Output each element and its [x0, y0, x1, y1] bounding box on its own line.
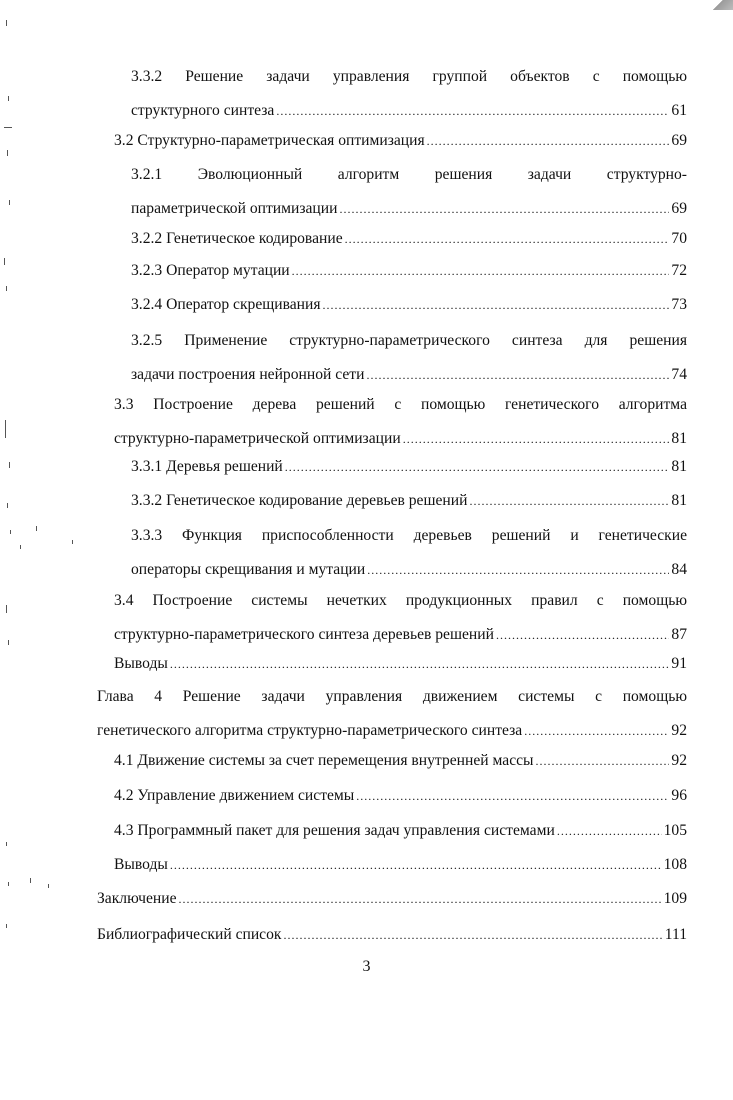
dot-leader — [557, 814, 662, 848]
dot-leader — [469, 484, 669, 518]
toc-entry[interactable] — [131, 288, 687, 322]
dot-leader — [276, 94, 669, 128]
toc-entry-title-continued: задачи построения нейронной сети — [131, 366, 365, 383]
toc-page-number: 73 — [671, 296, 687, 313]
toc-entry[interactable] — [114, 584, 687, 652]
toc-entry[interactable] — [114, 848, 687, 882]
toc-entry-title: 3.3.2 Генетическое кодирование деревьев решений — [131, 492, 468, 509]
dot-leader — [339, 192, 669, 226]
dot-leader — [345, 222, 670, 256]
toc-entry[interactable] — [131, 222, 687, 256]
dot-leader — [367, 553, 669, 587]
toc-entry-title-continued: операторы скрещивания и мутации — [131, 561, 366, 578]
toc-entry-title: 4.1 Движение системы за счет перемещения внутренней массы — [114, 752, 534, 769]
toc-page-number: 72 — [671, 262, 687, 279]
toc-page-number: 81 — [671, 492, 687, 509]
toc-entry[interactable] — [114, 744, 687, 778]
dot-leader — [170, 647, 670, 681]
toc-entry-title: 4.3 Программный пакет для решения задач управления системами — [114, 822, 555, 839]
toc-entry[interactable] — [97, 680, 687, 748]
toc-entry-title: Заключение — [97, 890, 177, 907]
toc-entry[interactable] — [114, 779, 687, 813]
toc-page-number: 91 — [671, 655, 687, 672]
toc-page-number: 105 — [663, 822, 687, 839]
toc-entry-title: Библиографический список — [97, 926, 282, 943]
toc-entry-title: 3.3 Построение дерева решений с помощью генетического алгоритма — [114, 396, 687, 413]
toc-page-number: 81 — [671, 430, 687, 447]
toc-entry-title: 3.2.4 Оператор скрещивания — [131, 296, 321, 313]
dot-leader — [536, 744, 670, 778]
toc-entry-title-continued: параметрической оптимизации — [131, 200, 338, 217]
dot-leader — [292, 254, 670, 288]
toc-entry-title-continued: структурно-параметрического синтеза деревьев решений — [114, 626, 494, 643]
toc-entry-title: 3.3.2 Решение задачи управления группой объектов с помощью — [131, 68, 687, 85]
toc-entry[interactable] — [114, 388, 687, 456]
toc-page-number: 84 — [671, 561, 687, 578]
toc-page-number: 69 — [671, 132, 687, 149]
dot-leader — [285, 450, 670, 484]
toc-entry[interactable] — [131, 60, 687, 128]
toc-entry[interactable] — [97, 882, 687, 916]
toc-entry-title: 3.3.1 Деревья решений — [131, 458, 283, 475]
toc-page-number: 96 — [671, 787, 687, 804]
toc-page-number: 81 — [671, 458, 687, 475]
toc-page-number: 111 — [664, 926, 687, 943]
toc-page-number: 70 — [671, 230, 687, 247]
toc-entry-title: 4.2 Управление движением системы — [114, 787, 355, 804]
toc-entry[interactable] — [131, 484, 687, 518]
dot-leader — [323, 288, 670, 322]
toc-entry-title: 3.2.3 Оператор мутации — [131, 262, 290, 279]
toc-page-number: 69 — [671, 200, 687, 217]
toc-entry-title-continued: генетического алгоритма структурно-параметрического синтеза — [97, 722, 523, 739]
dot-leader — [170, 848, 662, 882]
toc-entry-title: 3.2.5 Применение структурно-параметрического синтеза для решения — [131, 332, 687, 349]
page-number: 3 — [362, 958, 371, 975]
toc-entry-title: Глава 4 Решение задачи управления движением системы с помощью — [97, 688, 687, 705]
toc-entry-title-continued: структурно-параметрической оптимизации — [114, 430, 401, 447]
toc-entry[interactable] — [131, 158, 687, 226]
toc-page-number: 61 — [671, 102, 687, 119]
toc-entry[interactable] — [114, 647, 687, 681]
dot-leader — [427, 124, 670, 158]
dot-leader — [366, 358, 669, 392]
toc-entry[interactable] — [114, 814, 687, 848]
toc-page-number: 92 — [671, 722, 687, 739]
dot-leader — [524, 714, 669, 748]
scan-margin-specks — [0, 0, 90, 1100]
toc-entry-title-continued: структурного синтеза — [131, 102, 275, 119]
dot-leader — [356, 779, 669, 813]
dot-leader — [283, 918, 662, 952]
dot-leader — [179, 882, 662, 916]
toc-entry-title: 3.2 Структурно-параметрическая оптимизация — [114, 132, 425, 149]
scan-corner-mark — [709, 0, 733, 10]
toc-entry-title: 3.2.2 Генетическое кодирование — [131, 230, 343, 247]
toc-page-number: 92 — [671, 752, 687, 769]
toc-page-number: 87 — [671, 626, 687, 643]
toc-entry[interactable] — [131, 450, 687, 484]
toc-entry-title: Выводы — [114, 655, 168, 672]
toc-entry-title: 3.3.3 Функция приспособленности деревьев решений и генетические — [131, 527, 687, 544]
toc-page-number: 74 — [671, 366, 687, 383]
toc-entry-title: 3.2.1 Эволюционный алгоритм решения задачи структурно- — [131, 166, 687, 183]
toc-entry-title: 3.4 Построение системы нечетких продукционных правил с помощью — [114, 592, 687, 609]
toc-entry[interactable] — [97, 918, 687, 952]
toc-page-number: 109 — [663, 890, 687, 907]
toc-entry[interactable] — [131, 519, 687, 587]
toc-entry[interactable] — [131, 324, 687, 392]
toc-entry[interactable] — [131, 254, 687, 288]
toc-entry[interactable] — [114, 124, 687, 158]
toc-page-number: 108 — [663, 856, 687, 873]
toc-entry-title: Выводы — [114, 856, 168, 873]
